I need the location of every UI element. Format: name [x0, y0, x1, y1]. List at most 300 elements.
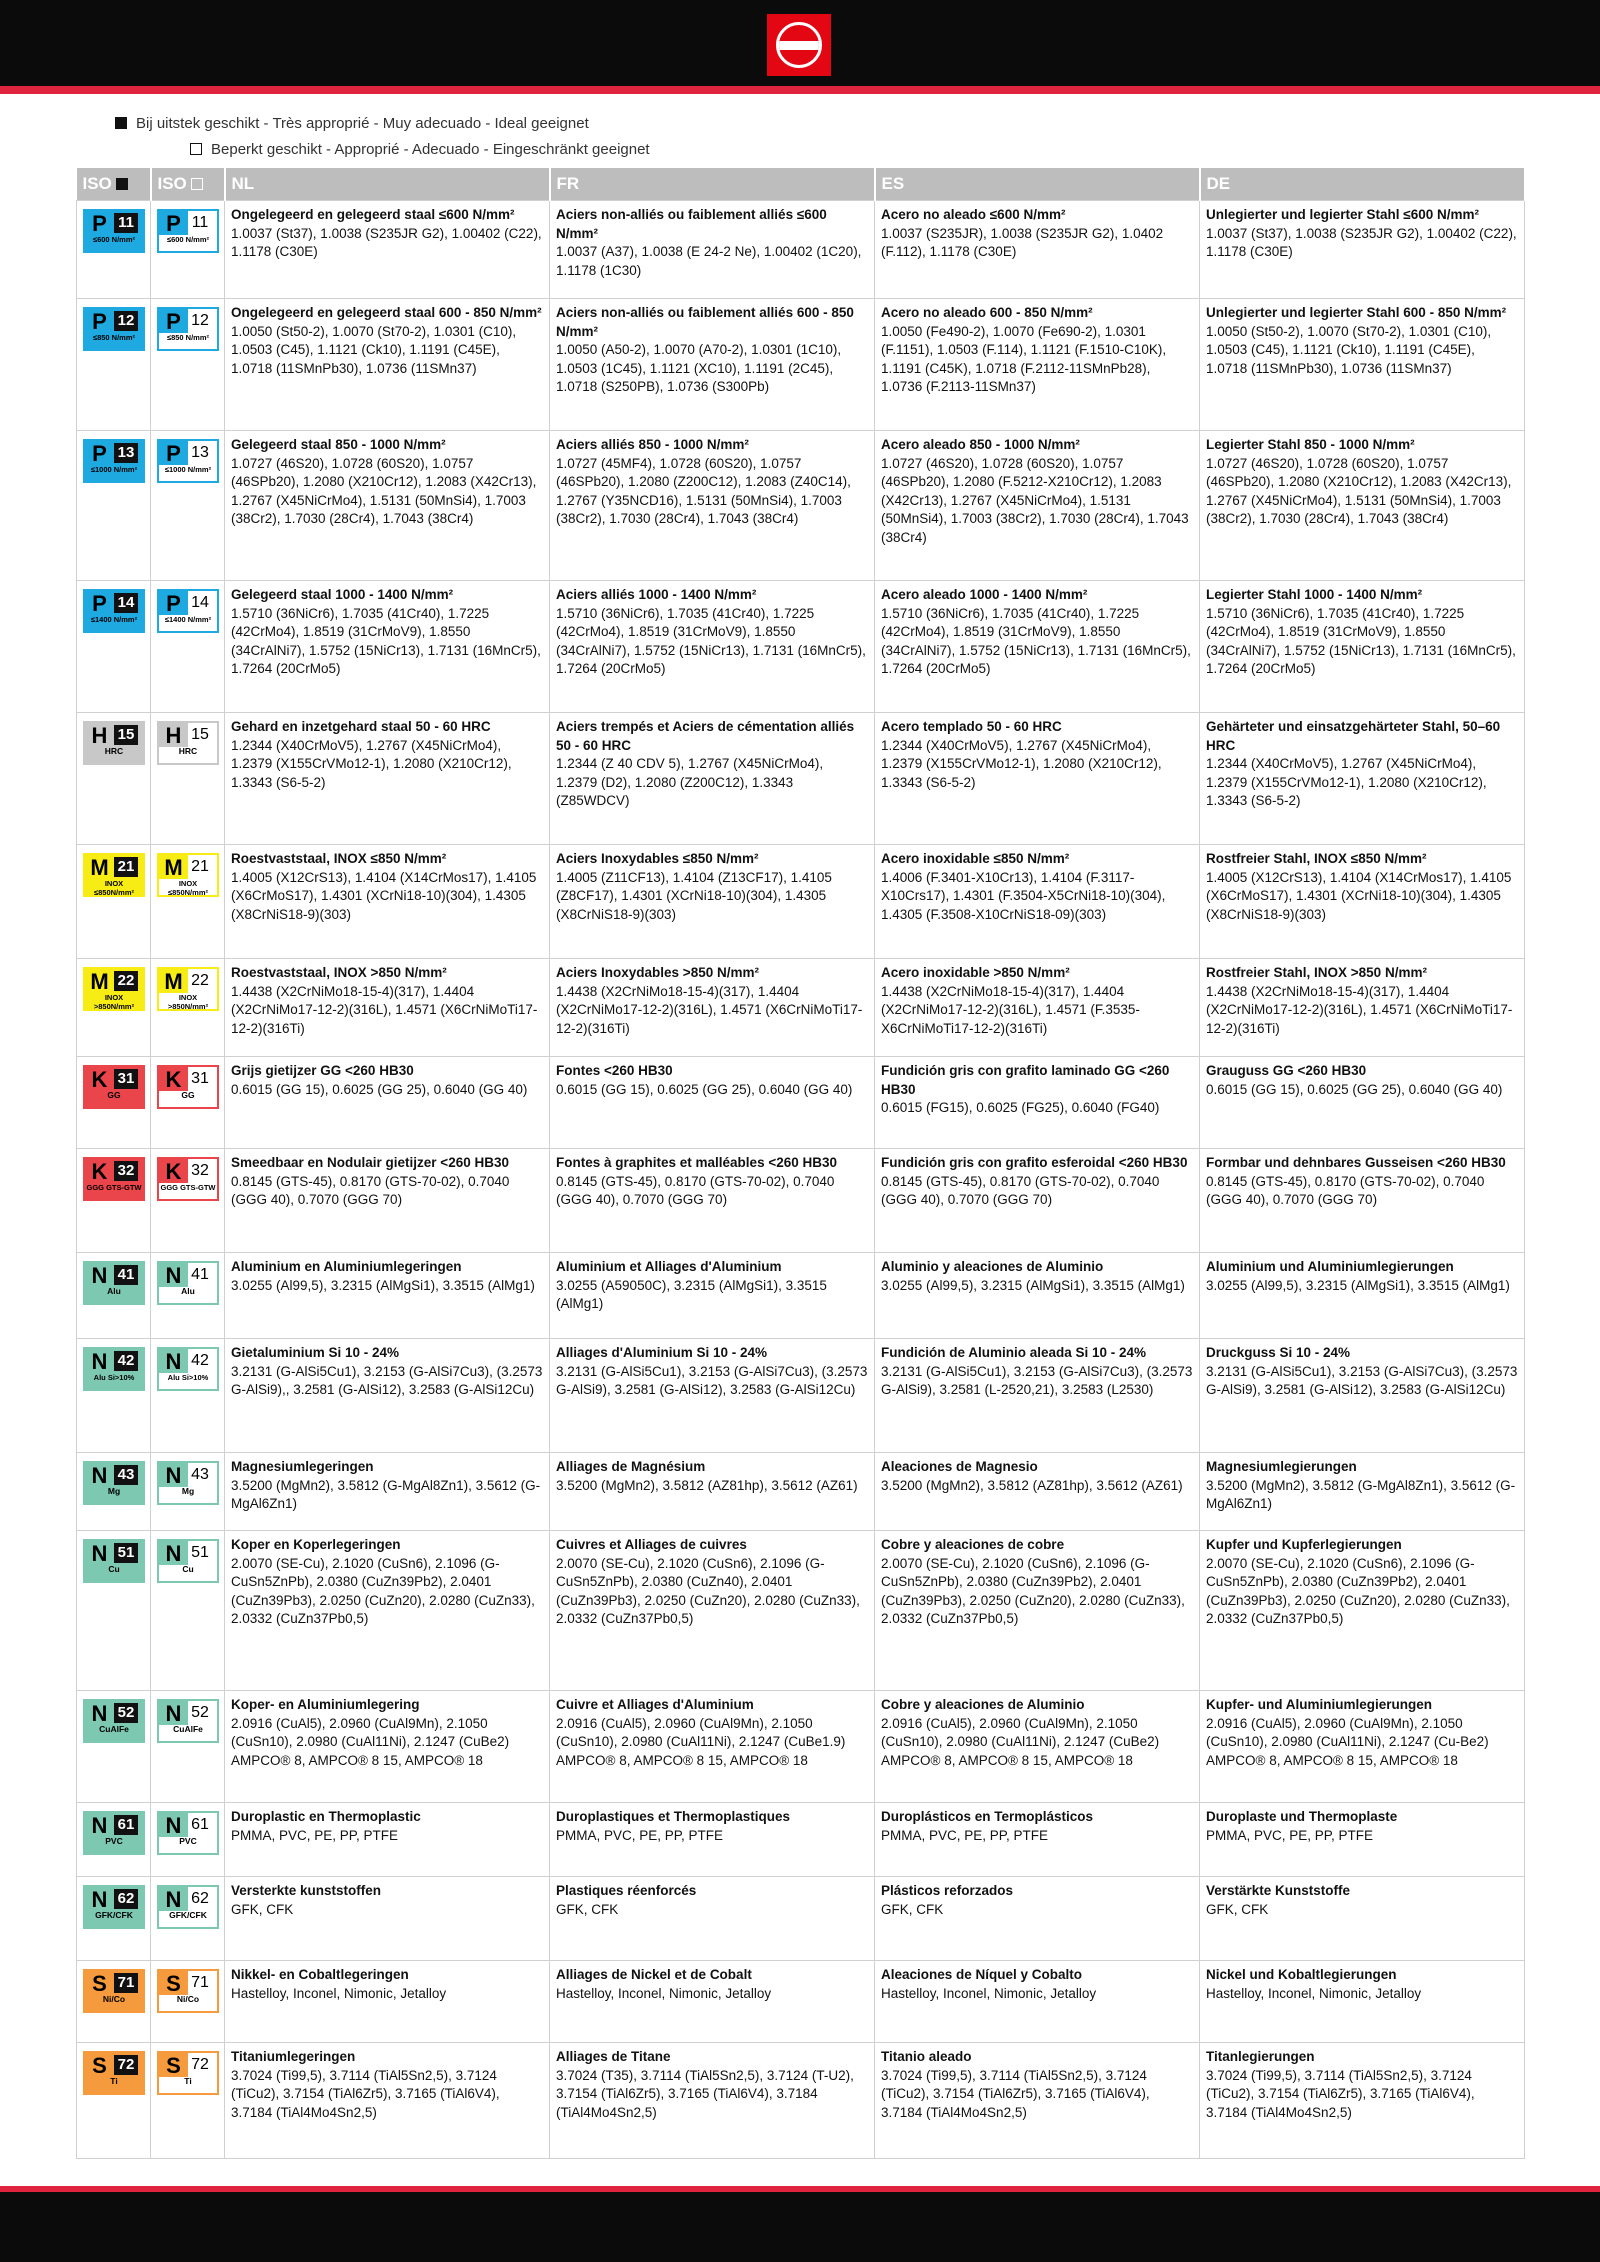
material-cell-es — [875, 1339, 1200, 1453]
iso-subtitle: INOX >850N/mm² — [167, 993, 209, 1011]
iso-badge — [83, 1347, 145, 1391]
iso-number: 42 — [191, 1352, 209, 1369]
material-cell-de — [1200, 431, 1525, 581]
iso-number: 62 — [191, 1890, 209, 1907]
bottom-bar — [0, 2192, 1600, 2262]
material-title: Gietaluminium Si 10 - 24% — [231, 1345, 400, 1360]
material-title: Acero no aleado ≤600 N/mm² — [881, 207, 1066, 222]
iso-letter: N — [91, 1349, 108, 1374]
iso-number: 32 — [191, 1162, 209, 1179]
iso-number: 13 — [191, 444, 209, 461]
iso-subtitle: CuAlFe — [173, 1724, 203, 1734]
material-cell-fr — [550, 299, 875, 431]
material-codes: 1.0050 (St50-2), 1.0070 (St70-2), 1.0301 (C10), 1.0503 (C45), 1.1121 (Ck10), 1.1191 (C45E), 1.0718 (11SMnPb30), 1.0736 (11SMn37) — [231, 323, 517, 376]
iso-subtitle: GGG GTS-GTW — [86, 1183, 142, 1192]
material-title: Titaniumlegeringen — [231, 2049, 356, 2064]
iso-number: 15 — [114, 725, 138, 745]
iso-badge — [157, 1539, 219, 1583]
material-cell-fr — [550, 1453, 875, 1531]
iso-badge-limited-cell — [151, 431, 225, 581]
material-title: Gehard en inzetgehard staal 50 - 60 HRC — [231, 719, 491, 734]
iso-letter: N — [91, 1463, 108, 1488]
material-codes: 3.0255 (Al99,5), 3.2315 (AlMgSi1), 3.3515 (AlMg1) — [881, 1277, 1185, 1293]
iso-letter: P — [159, 441, 188, 465]
material-title: Aluminio y aleaciones de Aluminio — [881, 1259, 1104, 1274]
material-codes: 1.0727 (46S20), 1.0728 (60S20), 1.0757 (46SPb20), 1.2080 (X210Cr12), 1.2083 (X42Cr13), 1.2767 (X45NiCrMo4), 1.5131 (50MnSi4), 1.7003 (38Cr2), 1.7030 (28Cr4), 1.7043 (38Cr4) — [1206, 455, 1512, 527]
material-codes: 3.5200 (MgMn2), 3.5812 (AZ81hp), 3.5612 (AZ61) — [881, 1477, 1183, 1493]
material-codes: 3.2131 (G-AlSi5Cu1), 3.2153 (G-AlSi7Cu3), (3.2573 G-AlSi9), 3.2581 (G-AlSi12), 3.2583 (G-AlSi12Cu) — [1206, 1363, 1518, 1398]
material-codes: 3.2131 (G-AlSi5Cu1), 3.2153 (G-AlSi7Cu3), (3.2573 G-AlSi9), 3.2581 (L-2520,21), 3.2583 (L2530) — [881, 1363, 1193, 1398]
iso-number: 51 — [114, 1543, 138, 1563]
material-codes: 1.0727 (46S20), 1.0728 (60S20), 1.0757 (46SPb20), 1.2080 (X210Cr12), 1.2083 (X42Cr13), 1.2767 (X45NiCrMo4), 1.5131 (50MnSi4), 1.7003 (38Cr2), 1.7030 (28Cr4), 1.7043 (38Cr4) — [231, 455, 537, 527]
material-codes: 1.0037 (St37), 1.0038 (S235JR G2), 1.00402 (C22), 1.1178 (C30E) — [231, 225, 542, 260]
iso-letter: N — [159, 1263, 188, 1287]
iso-subtitle: ≤850 N/mm² — [166, 333, 210, 342]
iso-badge-suitable-cell — [77, 1453, 151, 1531]
material-title: Fontes <260 HB30 — [556, 1063, 673, 1078]
material-title: Fundición gris con grafito esferoidal <260 HB30 — [881, 1155, 1188, 1170]
iso-number: 52 — [191, 1704, 209, 1721]
material-codes: GFK, CFK — [881, 1901, 944, 1917]
iso-letter: S — [92, 1971, 107, 1996]
iso-letter: N — [91, 1541, 108, 1566]
iso-letter: P — [92, 211, 107, 236]
material-cell-es — [875, 299, 1200, 431]
iso-badge — [83, 1699, 145, 1743]
iso-badge-suitable-cell — [77, 1691, 151, 1803]
material-title: Alliages d'Aluminium Si 10 - 24% — [556, 1345, 768, 1360]
table-row — [77, 1803, 1525, 1877]
iso-badge — [157, 1461, 219, 1505]
iso-letter: P — [159, 211, 188, 235]
material-codes: 1.0037 (A37), 1.0038 (E 24-2 Ne), 1.00402 (1C20), 1.1178 (1C30) — [556, 244, 862, 278]
table-row — [77, 299, 1525, 431]
iso-letter: N — [91, 1701, 108, 1726]
material-title: Kupfer und Kupferlegierungen — [1206, 1537, 1402, 1552]
iso-badge — [83, 721, 145, 765]
material-title: Alliages de Magnésium — [556, 1459, 706, 1474]
iso-badge — [157, 853, 219, 897]
iso-badge-suitable-cell — [77, 299, 151, 431]
iso-subtitle: ≤600 N/mm² — [166, 235, 210, 244]
material-title: Verstärkte Kunststoffe — [1206, 1883, 1351, 1898]
iso-number: 71 — [114, 1973, 138, 1993]
iso-letter: M — [159, 969, 188, 993]
material-cell-es — [875, 1057, 1200, 1149]
iso-badge-limited-cell — [151, 1531, 225, 1691]
iso-subtitle: INOX ≤850N/mm² — [168, 879, 208, 897]
material-cell-es — [875, 1453, 1200, 1531]
material-cell-de — [1200, 299, 1525, 431]
iso-subtitle: ≤1000 N/mm² — [164, 465, 212, 474]
material-codes: 3.5200 (MgMn2), 3.5812 (G-MgAl8Zn1), 3.5612 (G-MgAl6Zn1) — [231, 1477, 541, 1512]
material-title: Cuivre et Alliages d'Aluminium — [556, 1697, 754, 1712]
iso-badge-suitable-cell — [77, 1339, 151, 1453]
legend-limited-text: Beperkt geschikt - Approprié - Adecuado - Eingeschränkt geeignet — [211, 141, 650, 158]
iso-number: 61 — [114, 1815, 138, 1835]
iso-letter: K — [91, 1159, 108, 1184]
iso-letter: P — [159, 309, 188, 333]
header-de: DE — [1200, 168, 1525, 201]
material-title: Aciers alliés 850 - 1000 N/mm² — [556, 437, 749, 452]
iso-badge-limited-cell — [151, 1057, 225, 1149]
material-title: Kupfer- und Aluminiumlegierungen — [1206, 1697, 1432, 1712]
material-codes: 2.0070 (SE-Cu), 2.1020 (CuSn6), 2.1096 (G-CuSn5ZnPb), 2.0380 (CuZn39Pb2), 2.0401 (CuZn39Pb3), 2.0250 (CuZn20), 2.0280 (CuZn33), 2.0332 (CuZn37Pb0,5) — [1206, 1555, 1510, 1627]
iso-letter: N — [91, 1887, 108, 1912]
material-cell-de — [1200, 1691, 1525, 1803]
material-title: Plastiques réenforcés — [556, 1883, 697, 1898]
iso-letter: P — [92, 309, 107, 334]
material-title: Unlegierter und legierter Stahl 600 - 850 N/mm² — [1206, 305, 1507, 320]
material-cell-de — [1200, 2043, 1525, 2159]
table-row — [77, 431, 1525, 581]
material-codes: 0.8145 (GTS-45), 0.8170 (GTS-70-02), 0.7040 (GGG 40), 0.7070 (GGG 70) — [1206, 1173, 1485, 1208]
legend-suitable — [115, 115, 589, 132]
iso-subtitle: Alu — [107, 1286, 121, 1296]
iso-badge-suitable-cell — [77, 581, 151, 713]
iso-number: 14 — [191, 594, 209, 611]
iso-number: 15 — [191, 726, 209, 743]
iso-badge — [157, 307, 219, 351]
material-title: Unlegierter und legierter Stahl ≤600 N/mm² — [1206, 207, 1479, 222]
iso-badge-limited-cell — [151, 1877, 225, 1961]
material-codes: 1.5710 (36NiCr6), 1.7035 (41Cr40), 1.7225 (42CrMo4), 1.8519 (31CrMoV9), 1.8550 (34CrAlNi7), 1.5752 (15NiCr13), 1.7131 (16MnCr5), 1.7264 (20CrMo5) — [231, 605, 541, 677]
iso-subtitle: GG — [107, 1090, 121, 1100]
iso-number: 22 — [191, 972, 209, 989]
material-title: Nickel und Kobaltlegierungen — [1206, 1967, 1397, 1982]
material-title: Nikkel- en Cobaltlegeringen — [231, 1967, 409, 1982]
iso-subtitle: INOX ≤850N/mm² — [94, 879, 134, 897]
material-cell-fr — [550, 845, 875, 959]
iso-badge-limited-cell — [151, 1691, 225, 1803]
iso-subtitle: Mg — [107, 1486, 121, 1496]
table-row — [77, 1453, 1525, 1531]
iso-badge-suitable-cell — [77, 713, 151, 845]
material-cell-de — [1200, 1453, 1525, 1531]
iso-badge — [157, 209, 219, 253]
iso-number: 21 — [191, 858, 209, 875]
material-codes: 1.0727 (46S20), 1.0728 (60S20), 1.0757 (46SPb20), 1.2080 (F.5212-X210Cr12), 1.2083 (X42Cr13), 1.2767 (X45NiCrMo4), 1.5131 (50MnSi4), 1.7003 (38Cr2), 1.7030 (28Cr4), 1.7043 (38Cr4) — [881, 455, 1189, 545]
material-cell-de — [1200, 1803, 1525, 1877]
iso-badge — [157, 967, 219, 1011]
material-title: Aciers Inoxydables >850 N/mm² — [556, 965, 759, 980]
material-cell-fr — [550, 1149, 875, 1253]
material-cell-nl — [225, 1531, 550, 1691]
material-cell-de — [1200, 713, 1525, 845]
iso-letter: K — [159, 1067, 188, 1091]
iso-badge-limited-cell — [151, 1149, 225, 1253]
material-codes: 2.0070 (SE-Cu), 2.1020 (CuSn6), 2.1096 (G-CuSn5ZnPb), 2.0380 (CuZn40), 2.0401 (CuZn39Pb3), 2.0250 (CuZn20), 2.0280 (CuZn33), 2.0332 (CuZn37Pb0,5) — [556, 1555, 860, 1627]
material-cell-fr — [550, 431, 875, 581]
material-title: Titanlegierungen — [1206, 2049, 1315, 2064]
material-codes: 1.4006 (F.3401-X10Cr13), 1.4104 (F.3117-X10Crs17), 1.4301 (F.3504-X5CrNi18-10)(304), 1.4305 (F.3508-X10CrNiS18-09)(303) — [881, 869, 1166, 922]
material-cell-fr — [550, 959, 875, 1057]
material-codes: 2.0916 (CuAl5), 2.0960 (CuAl9Mn), 2.1050 (CuSn10), 2.0980 (CuAl11Ni), 2.1247 (CuBe2) AMPCO® 8, AMPCO® 8 15, AMPCO® 18 — [881, 1715, 1160, 1768]
iso-number: 22 — [114, 971, 138, 991]
material-cell-fr — [550, 1691, 875, 1803]
material-codes: 1.0050 (Fe490-2), 1.0070 (Fe690-2), 1.0301 (F.1151), 1.0503 (F.114), 1.1121 (F.1510-C10K), 1.1191 (C45K), 1.0718 (F.2112-11SMnPb28), 1.0736 (F.2113-11SMn37) — [881, 323, 1167, 395]
material-codes: 0.6015 (GG 15), 0.6025 (GG 25), 0.6040 (GG 40) — [1206, 1081, 1503, 1097]
iso-badge — [157, 1261, 219, 1305]
material-codes: 3.7024 (Ti99,5), 3.7114 (TiAl5Sn2,5), 3.7124 (TiCu2), 3.7154 (TiAl6Zr5), 3.7165 (TiAl6V4), 3.7184 (TiAl4Mo4Sn2,5) — [231, 2067, 500, 2120]
material-cell-es — [875, 713, 1200, 845]
iso-badge-suitable-cell — [77, 1531, 151, 1691]
legend-limited — [190, 141, 650, 158]
iso-letter: M — [90, 855, 109, 880]
iso-number: 13 — [114, 443, 138, 463]
material-title: Acero inoxidable >850 N/mm² — [881, 965, 1070, 980]
material-cell-fr — [550, 713, 875, 845]
material-cell-es — [875, 2043, 1200, 2159]
material-codes: 1.0037 (S235JR), 1.0038 (S235JR G2), 1.0402 (F.112), 1.1178 (C30E) — [881, 225, 1164, 260]
iso-number: 14 — [114, 593, 138, 613]
material-codes: PMMA, PVC, PE, PP, PTFE — [1206, 1827, 1374, 1843]
iso-number: 43 — [191, 1466, 209, 1483]
table-row — [77, 2043, 1525, 2159]
iso-badge — [83, 967, 145, 1011]
iso-badge — [157, 1811, 219, 1855]
material-cell-nl — [225, 299, 550, 431]
material-codes: PMMA, PVC, PE, PP, PTFE — [881, 1827, 1049, 1843]
material-codes: 1.4438 (X2CrNiMo18-15-4)(317), 1.4404 (X2CrNiMo17-12-2)(316L), 1.4571 (X6CrNiMoTi17-12-2)(316Ti) — [231, 983, 538, 1036]
material-cell-nl — [225, 1057, 550, 1149]
material-cell-de — [1200, 1149, 1525, 1253]
table-row — [77, 1531, 1525, 1691]
iso-letter: N — [159, 1701, 188, 1725]
iso-badge-suitable-cell — [77, 1057, 151, 1149]
material-title: Acero inoxidable ≤850 N/mm² — [881, 851, 1070, 866]
iso-badge-suitable-cell — [77, 201, 151, 299]
iso-badge-limited-cell — [151, 1803, 225, 1877]
iso-letter: N — [91, 1263, 108, 1288]
iso-subtitle: ≤850 N/mm² — [92, 333, 136, 342]
material-cell-nl — [225, 1253, 550, 1339]
material-codes: 0.8145 (GTS-45), 0.8170 (GTS-70-02), 0.7040 (GGG 40), 0.7070 (GGG 70) — [881, 1173, 1160, 1208]
iso-subtitle: GFK/CFK — [169, 1910, 207, 1920]
material-title: Legierter Stahl 850 - 1000 N/mm² — [1206, 437, 1415, 452]
material-cell-fr — [550, 201, 875, 299]
material-title: Versterkte kunststoffen — [231, 1883, 382, 1898]
material-codes: 3.2131 (G-AlSi5Cu1), 3.2153 (G-AlSi7Cu3), (3.2573 G-AlSi9),, 3.2581 (G-AlSi12), 3.2583 (G-AlSi12Cu) — [231, 1363, 543, 1398]
legend-suitable-text: Bij uitstek geschikt - Très approprié - Muy adecuado - Ideal geeignet — [136, 115, 589, 132]
iso-subtitle: Mg — [181, 1486, 195, 1496]
material-codes: PMMA, PVC, PE, PP, PTFE — [231, 1827, 399, 1843]
material-title: Cuivres et Alliages de cuivres — [556, 1537, 747, 1552]
material-cell-nl — [225, 2043, 550, 2159]
iso-subtitle: ≤1400 N/mm² — [90, 615, 138, 624]
material-codes: Hastelloy, Inconel, Nimonic, Jetalloy — [556, 1985, 772, 2001]
material-cell-es — [875, 845, 1200, 959]
material-title: Druckguss Si 10 - 24% — [1206, 1345, 1351, 1360]
material-codes: 1.0050 (A50-2), 1.0070 (A70-2), 1.0301 (1C10), 1.0503 (1C45), 1.1121 (XC10), 1.1191 (2C45), 1.0718 (S250PB), 1.0736 (S300Pb) — [556, 342, 842, 395]
material-cell-nl — [225, 959, 550, 1057]
material-cell-de — [1200, 959, 1525, 1057]
material-title: Rostfreier Stahl, INOX ≤850 N/mm² — [1206, 851, 1427, 866]
material-codes: 2.0070 (SE-Cu), 2.1020 (CuSn6), 2.1096 (G-CuSn5ZnPb), 2.0380 (CuZn39Pb2), 2.0401 (CuZn39Pb3), 2.0250 (CuZn20), 2.0280 (CuZn33), 2.0332 (CuZn37Pb0,5) — [231, 1555, 535, 1627]
iso-badge-limited-cell — [151, 581, 225, 713]
material-cell-es — [875, 1961, 1200, 2043]
iso-number: 31 — [114, 1069, 138, 1089]
iso-badge — [83, 589, 145, 633]
material-cell-fr — [550, 1877, 875, 1961]
iso-badge — [83, 1811, 145, 1855]
material-cell-nl — [225, 1691, 550, 1803]
material-title: Duroplastiques et Thermoplastiques — [556, 1809, 791, 1824]
iso-badge-suitable-cell — [77, 431, 151, 581]
iso-number: 11 — [191, 214, 209, 231]
iso-letter: P — [92, 591, 107, 616]
material-title: Acero aleado 1000 - 1400 N/mm² — [881, 587, 1088, 602]
material-codes: 1.4005 (X12CrS13), 1.4104 (X14CrMos17), 1.4105 (X6CrMoS17), 1.4301 (XCrNi18-10)(304), 1.4305 (X8CrNiS18-9)(303) — [231, 869, 537, 922]
iso-letter: H — [91, 723, 108, 748]
material-codes: 3.7024 (Ti99,5), 3.7114 (TiAl5Sn2,5), 3.7124 (TiCu2), 3.7154 (TiAl6Zr5), 3.7165 (TiAl6V4), 3.7184 (TiAl4Mo4Sn2,5) — [881, 2067, 1150, 2120]
iso-subtitle: PVC — [179, 1836, 197, 1846]
material-codes: 1.2344 (X40CrMoV5), 1.2767 (X45NiCrMo4), 1.2379 (X155CrVMo12-1), 1.2080 (X210Cr12), 1.3343 (S6-5-2) — [881, 737, 1162, 790]
material-cell-de — [1200, 1531, 1525, 1691]
material-cell-es — [875, 1803, 1200, 1877]
iso-subtitle: Cu — [108, 1564, 120, 1574]
material-cell-de — [1200, 581, 1525, 713]
header-fr: FR — [550, 168, 875, 201]
iso-subtitle: GFK/CFK — [95, 1910, 133, 1920]
table-row — [77, 1961, 1525, 2043]
material-cell-nl — [225, 1877, 550, 1961]
iso-badge — [83, 1969, 145, 2013]
material-title: Fundición de Aluminio aleada Si 10 - 24% — [881, 1345, 1147, 1360]
iso-letter: N — [159, 1541, 188, 1565]
material-cell-es — [875, 201, 1200, 299]
iso-number: 43 — [114, 1465, 138, 1485]
iso-badge-suitable-cell — [77, 1253, 151, 1339]
iso-letter: N — [159, 1463, 188, 1487]
iso-subtitle: GGG GTS-GTW — [160, 1183, 216, 1192]
material-codes: 2.0916 (CuAl5), 2.0960 (CuAl9Mn), 2.1050 (CuSn10), 2.0980 (CuAl11Ni), 2.1247 (Cu-Be2) AMPCO® 8, AMPCO® 8 15, AMPCO® 18 — [1206, 1715, 1489, 1768]
material-title: Gehärteter und einsatzgehärteter Stahl, 50–60 HRC — [1206, 719, 1501, 753]
material-cell-nl — [225, 1149, 550, 1253]
material-title: Duroplastic en Thermoplastic — [231, 1809, 421, 1824]
iso-letter: K — [159, 1159, 188, 1183]
iso-badge — [83, 1065, 145, 1109]
filled-square-icon — [116, 178, 128, 190]
iso-letter: K — [91, 1067, 108, 1092]
material-cell-fr — [550, 1531, 875, 1691]
iso-badge — [83, 853, 145, 897]
iso-subtitle: ≤600 N/mm² — [92, 235, 136, 244]
material-cell-nl — [225, 1453, 550, 1531]
table-row — [77, 1253, 1525, 1339]
iso-badge — [157, 1885, 219, 1929]
material-cell-es — [875, 1149, 1200, 1253]
material-codes: 3.0255 (Al99,5), 3.2315 (AlMgSi1), 3.3515 (AlMg1) — [1206, 1277, 1510, 1293]
header-es: ES — [875, 168, 1200, 201]
empty-square-icon — [191, 178, 203, 190]
material-title: Acero templado 50 - 60 HRC — [881, 719, 1062, 734]
material-codes: 1.5710 (36NiCr6), 1.7035 (41Cr40), 1.7225 (42CrMo4), 1.8519 (31CrMoV9), 1.8550 (34CrAlNi7), 1.5752 (15NiCr13), 1.7131 (16MnCr5), 1.7264 (20CrMo5) — [881, 605, 1191, 677]
iso-badge-limited-cell — [151, 1339, 225, 1453]
header-nl: NL — [225, 168, 550, 201]
empty-square-icon — [190, 143, 202, 155]
material-title: Plásticos reforzados — [881, 1883, 1014, 1898]
iso-number: 21 — [114, 857, 138, 877]
material-codes: 0.8145 (GTS-45), 0.8170 (GTS-70-02), 0.7040 (GGG 40), 0.7070 (GGG 70) — [231, 1173, 510, 1208]
material-codes: 1.4005 (X12CrS13), 1.4104 (X14CrMos17), 1.4105 (X6CrMoS17), 1.4301 (XCrNi18-10)(304), 1.4305 (X8CrNiS18-9)(303) — [1206, 869, 1512, 922]
material-title: Acero no aleado 600 - 850 N/mm² — [881, 305, 1093, 320]
iso-badge-suitable-cell — [77, 1961, 151, 2043]
material-cell-de — [1200, 845, 1525, 959]
iso-letter: P — [92, 441, 107, 466]
logo-circle-icon — [776, 22, 822, 68]
material-cell-de — [1200, 1961, 1525, 2043]
material-title: Roestvaststaal, INOX ≤850 N/mm² — [231, 851, 447, 866]
material-title: Acero aleado 850 - 1000 N/mm² — [881, 437, 1080, 452]
material-codes: 3.0255 (A59050C), 3.2315 (AlMgSi1), 3.3515 (AlMg1) — [556, 1277, 827, 1312]
iso-badge — [83, 307, 145, 351]
iso-badge-suitable-cell — [77, 1149, 151, 1253]
material-codes: 1.4438 (X2CrNiMo18-15-4)(317), 1.4404 (X2CrNiMo17-12-2)(316L), 1.4571 (F.3535-X6CrNiMoTi17-12-2)(316Ti) — [881, 983, 1140, 1036]
table-row — [77, 1057, 1525, 1149]
material-codes: 1.4438 (X2CrNiMo18-15-4)(317), 1.4404 (X2CrNiMo17-12-2)(316L), 1.4571 (X6CrNiMoTi17-12-2)(316Ti) — [556, 983, 863, 1036]
material-cell-fr — [550, 1803, 875, 1877]
iso-badge — [83, 1539, 145, 1583]
iso-badge-suitable-cell — [77, 1877, 151, 1961]
material-title: Titanio aleado — [881, 2049, 972, 2064]
material-cell-de — [1200, 1253, 1525, 1339]
table-row — [77, 959, 1525, 1057]
material-cell-es — [875, 581, 1200, 713]
material-codes: 3.0255 (Al99,5), 3.2315 (AlMgSi1), 3.3515 (AlMg1) — [231, 1277, 535, 1293]
material-cell-de — [1200, 1877, 1525, 1961]
materials-table — [76, 168, 1526, 2159]
material-codes: 2.0070 (SE-Cu), 2.1020 (CuSn6), 2.1096 (G-CuSn5ZnPb), 2.0380 (CuZn39Pb2), 2.0401 (CuZn39Pb3), 2.0250 (CuZn20), 2.0280 (CuZn33), 2.0332 (CuZn37Pb0,5) — [881, 1555, 1185, 1627]
material-cell-nl — [225, 1803, 550, 1877]
iso-subtitle: PVC — [105, 1836, 123, 1846]
iso-subtitle: Ni/Co — [102, 1994, 126, 2004]
material-codes: 3.2131 (G-AlSi5Cu1), 3.2153 (G-AlSi7Cu3), (3.2573 G-AlSi9), 3.2581 (G-AlSi12), 3.2583 (G-AlSi12Cu) — [556, 1363, 868, 1398]
material-codes: 1.5710 (36NiCr6), 1.7035 (41Cr40), 1.7225 (42CrMo4), 1.8519 (31CrMoV9), 1.8550 (34CrAlNi7), 1.5752 (15NiCr13), 1.7131 (16MnCr5), 1.7264 (20CrMo5) — [1206, 605, 1516, 677]
material-codes: Hastelloy, Inconel, Nimonic, Jetalloy — [231, 1985, 447, 2001]
material-codes: Hastelloy, Inconel, Nimonic, Jetalloy — [881, 1985, 1097, 2001]
material-cell-es — [875, 1877, 1200, 1961]
iso-subtitle: CuAlFe — [99, 1724, 129, 1734]
material-title: Aciers non-alliés ou faiblement alliés 600 - 850 N/mm² — [556, 305, 854, 339]
material-title: Fundición gris con grafito laminado GG <260 HB30 — [881, 1063, 1170, 1097]
iso-number: 72 — [191, 2056, 209, 2073]
iso-badge — [83, 209, 145, 253]
material-codes: 1.0050 (St50-2), 1.0070 (St70-2), 1.0301 (C10), 1.0503 (C45), 1.1121 (Ck10), 1.1191 (C45E), 1.0718 (11SMnPb30), 1.0736 (11SMn37) — [1206, 323, 1492, 376]
iso-badge-limited-cell — [151, 1453, 225, 1531]
iso-letter: N — [159, 1887, 188, 1911]
iso-number: 62 — [114, 1889, 138, 1909]
iso-badge-limited-cell — [151, 1961, 225, 2043]
material-cell-fr — [550, 1961, 875, 2043]
iso-badge — [157, 721, 219, 765]
material-cell-fr — [550, 1339, 875, 1453]
iso-letter: M — [90, 969, 109, 994]
iso-badge-suitable-cell — [77, 2043, 151, 2159]
material-title: Aluminium und Aluminiumlegierungen — [1206, 1259, 1454, 1274]
material-title: Gelegeerd staal 850 - 1000 N/mm² — [231, 437, 446, 452]
iso-subtitle: Cu — [182, 1564, 194, 1574]
iso-badge — [157, 1969, 219, 2013]
iso-number: 42 — [114, 1351, 138, 1371]
material-title: Fontes à graphites et malléables <260 HB30 — [556, 1155, 837, 1170]
material-title: Duroplaste und Thermoplaste — [1206, 1809, 1398, 1824]
iso-number: 61 — [191, 1816, 209, 1833]
material-cell-fr — [550, 2043, 875, 2159]
iso-letter: S — [92, 2053, 107, 2078]
iso-subtitle: Ni/Co — [176, 1994, 200, 2004]
iso-letter: N — [159, 1813, 188, 1837]
